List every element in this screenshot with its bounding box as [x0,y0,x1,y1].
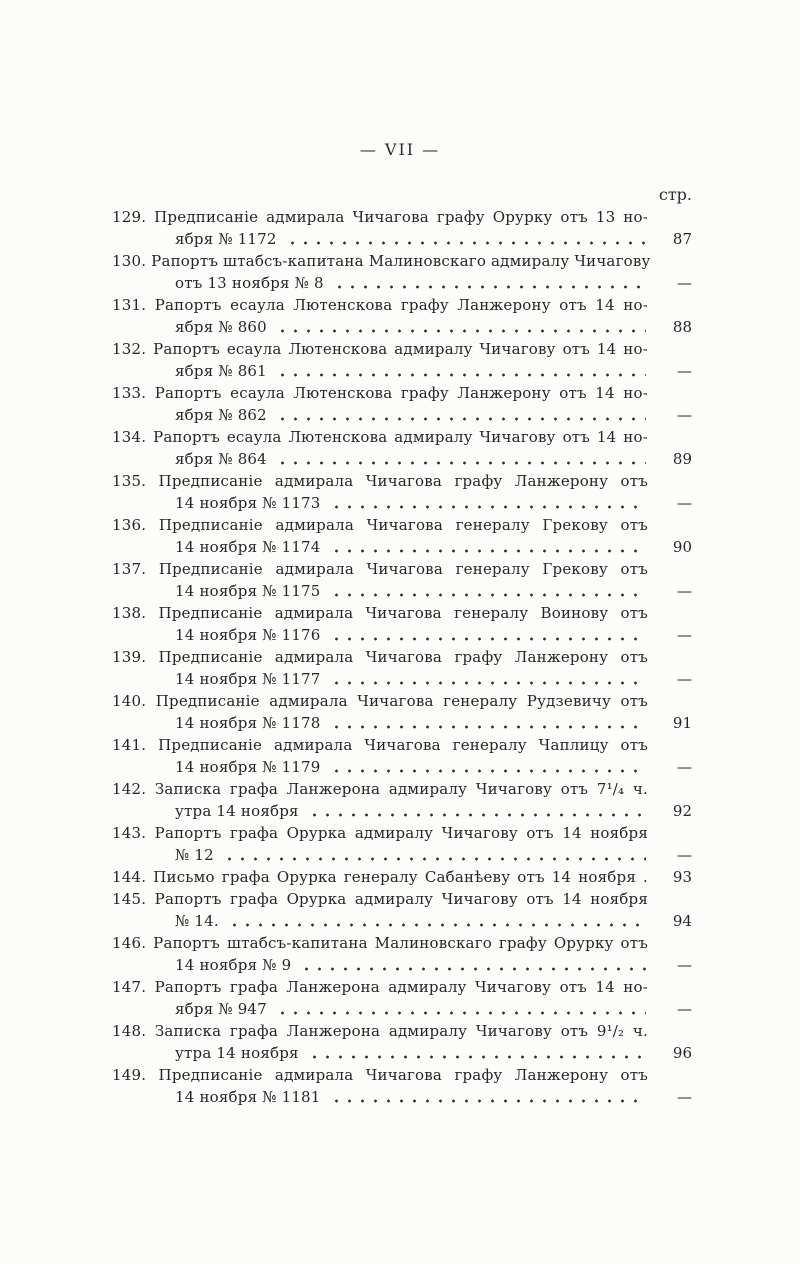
entry-text-line2: ября № 947 [175,1000,267,1018]
entry-text-line1: 145. Рапортъ графа Орурка адмиралу Чичагову отъ 14 ноября [112,890,648,908]
dot-leader [330,624,646,646]
entry-page-number: — [677,582,692,600]
dot-leader [276,360,646,382]
entry-text-line2-row [112,1042,648,1064]
entry-text-line2: ября № 864 [175,450,267,468]
entry-page-number: — [677,494,692,512]
toc-entry [112,514,692,558]
entry-text-line1: 133. Рапортъ есаула Лютенскова графу Ланжерону отъ 14 но- [112,384,648,402]
toc-entry [112,1064,692,1108]
dot-leader [308,1042,646,1064]
toc-entry-text [112,1064,648,1108]
entry-text-line2: 14 ноября № 1178 [175,714,321,732]
dot-leader [276,404,646,426]
toc-entry [112,888,692,932]
toc-entry [112,602,692,646]
entry-text-line2: 14 ноября № 1176 [175,626,321,644]
entry-text-line1: 136. Предписаніе адмирала Чичагова генералу Грекову отъ [112,516,648,534]
toc-entry [112,822,692,866]
toc-entry-text [112,822,648,866]
entry-text-line1: 134. Рапортъ есаула Лютенскова адмиралу Чичагову отъ 14 но- [112,428,648,446]
entry-page-number: 94 [672,912,692,930]
entry-text-line2-row [112,624,648,646]
entry-text-line2-row [112,448,648,470]
entry-page-number: — [677,406,692,424]
toc-entry-text [112,426,648,470]
toc-entry-text [112,602,648,646]
entry-text-line2-row [112,844,648,866]
entry-page-number: — [677,1000,692,1018]
toc-entry [112,206,692,250]
toc-entry-text [112,778,648,822]
dot-leader [330,756,646,778]
entry-text-line1: 144. Письмо графа Орурка генералу Сабанѣеву отъ 14 ноября . [112,868,648,886]
toc-entry [112,734,692,778]
toc-entry [112,690,692,734]
dot-leader [330,712,646,734]
entry-text-line2-row [112,272,648,294]
entry-page-number: — [677,626,692,644]
dot-leader [228,910,646,932]
dot-leader [330,492,646,514]
page-column-label: стр. [658,185,692,204]
toc-entry-text [112,888,648,932]
entry-page-number: — [677,956,692,974]
entry-text-line1: 135. Предписаніе адмирала Чичагова графу Ланжерону отъ [112,472,648,490]
toc-entry-text [112,382,648,426]
entry-page-number: — [677,670,692,688]
dot-leader [330,1086,646,1108]
entry-text-line2-row [112,492,648,514]
entry-text-line2: 14 ноября № 1181 [175,1088,321,1106]
entry-text-line2-row [112,800,648,822]
entry-text-line2-row [112,1086,648,1108]
entry-text-line1: 141. Предписаніе адмирала Чичагова генералу Чаплицу отъ [112,736,648,754]
entry-page-number: 88 [672,318,692,336]
entry-page-number: — [677,274,692,292]
entry-text-line2-row [112,998,648,1020]
entry-page-number: — [677,1088,692,1106]
entry-text-line1: 143. Рапортъ графа Орурка адмиралу Чичагову отъ 14 ноября [112,824,648,842]
entry-text-line2-row [112,910,648,932]
entry-text-line2-row [112,360,648,382]
toc-entry-text [112,514,648,558]
running-head-folio: — VII — [359,140,441,159]
entry-page-number: 93 [672,868,692,886]
dot-leader [308,800,646,822]
entry-text-line2: № 12 [175,846,214,864]
entry-page-number: 92 [672,802,692,820]
toc-entry [112,866,692,888]
toc-entry-text [112,338,648,382]
toc-entry-text [112,976,648,1020]
toc-entry-text [112,294,648,338]
entry-text-line1: 131. Рапортъ есаула Лютенскова графу Ланжерону отъ 14 но- [112,296,648,314]
entry-text-line1: 148. Записка графа Ланжерона адмиралу Чичагову отъ 9¹/₂ ч. [112,1022,648,1040]
entry-text-line2: 14 ноября № 1173 [175,494,321,512]
entry-text-line2-row [112,756,648,778]
dot-leader [276,998,646,1020]
entry-text-line2: ября № 860 [175,318,267,336]
toc-entry [112,426,692,470]
dot-leader [330,668,646,690]
dot-leader [276,316,646,338]
entry-text-line2: отъ 13 ноября № 8 [175,274,324,292]
entry-text-line1: 146. Рапортъ штабсъ-капитана Малиновскаго графу Орурку отъ [112,934,648,952]
entry-page-number: 90 [672,538,692,556]
toc-entry [112,646,692,690]
toc-entry [112,1020,692,1064]
toc-entry-text [112,470,648,514]
entry-page-number: 96 [672,1044,692,1062]
toc-entry [112,976,692,1020]
toc-entry-text [112,1020,648,1064]
entry-text-line2: 14 ноября № 9 [175,956,292,974]
entry-text-line2: 14 ноября № 1177 [175,670,321,688]
entry-text-line2: ября № 1172 [175,230,277,248]
toc-entry [112,778,692,822]
toc-entry-text [112,866,648,888]
entry-text-line2: 14 ноября № 1175 [175,582,321,600]
entry-page-number: 91 [672,714,692,732]
toc-entry [112,932,692,976]
entry-page-number: 87 [672,230,692,248]
entry-text-line1: 137. Предписаніе адмирала Чичагова генералу Грекову отъ [112,560,648,578]
entry-text-line1: 130. Рапортъ штабсъ-капитана Малиновскаго адмиралу Чичагову [112,252,651,270]
entry-text-line2-row [112,404,648,426]
entry-text-line1: 149. Предписаніе адмирала Чичагова графу Ланжерону отъ [112,1066,648,1084]
entry-page-number: 89 [672,450,692,468]
entry-page-number: — [677,758,692,776]
entry-text-line2-row [112,316,648,338]
entry-text-line2: утра 14 ноября [175,1044,299,1062]
entry-text-line1: 147. Рапортъ графа Ланжерона адмиралу Чичагову отъ 14 но- [112,978,648,996]
toc-entry [112,338,692,382]
entry-text-line2-row [112,580,648,602]
dot-leader [330,580,646,602]
toc-entry-text [112,690,648,734]
entry-text-line2: утра 14 ноября [175,802,299,820]
toc-list [112,206,692,1108]
toc-entry [112,250,692,294]
dot-leader [300,954,646,976]
entry-text-line2: ября № 861 [175,362,267,380]
entry-text-line2-row [112,954,648,976]
entry-text-line2: № 14. [175,912,219,930]
dot-leader [330,536,646,558]
dot-leader [223,844,646,866]
entry-text-line1: 129. Предписаніе адмирала Чичагова графу Орурку отъ 13 но- [112,208,648,226]
entry-text-line2-row [112,668,648,690]
entry-text-line1: 139. Предписаніе адмирала Чичагова графу Ланжерону отъ [112,648,648,666]
dot-leader [276,448,646,470]
entry-page-number: — [677,846,692,864]
entry-page-number: — [677,362,692,380]
entry-text-line2-row [112,536,648,558]
toc-entry-text [112,646,648,690]
entry-text-line2: ября № 862 [175,406,267,424]
toc-entry [112,382,692,426]
toc-entry-text [112,206,648,250]
dot-leader [286,228,646,250]
toc-entry-text [112,734,648,778]
toc-entry-text [112,558,648,602]
entry-text-line1: 132. Рапортъ есаула Лютенскова адмиралу Чичагову отъ 14 но- [112,340,648,358]
toc-entry-text [112,932,648,976]
entry-text-line1: 140. Предписаніе адмирала Чичагова генералу Рудзевичу отъ [112,692,648,710]
dot-leader [333,272,646,294]
toc-entry [112,294,692,338]
toc-entry [112,558,692,602]
toc-entry-text [112,250,651,294]
entry-text-line2: 14 ноября № 1179 [175,758,321,776]
entry-text-line2: 14 ноября № 1174 [175,538,321,556]
entry-text-line2-row [112,712,648,734]
entry-text-line1: 138. Предписаніе адмирала Чичагова генералу Воинову отъ [112,604,648,622]
entry-text-line1: 142. Записка графа Ланжерона адмиралу Чичагову отъ 7¹/₄ ч. [112,780,648,798]
toc-entry [112,470,692,514]
entry-text-line2-row [112,228,648,250]
